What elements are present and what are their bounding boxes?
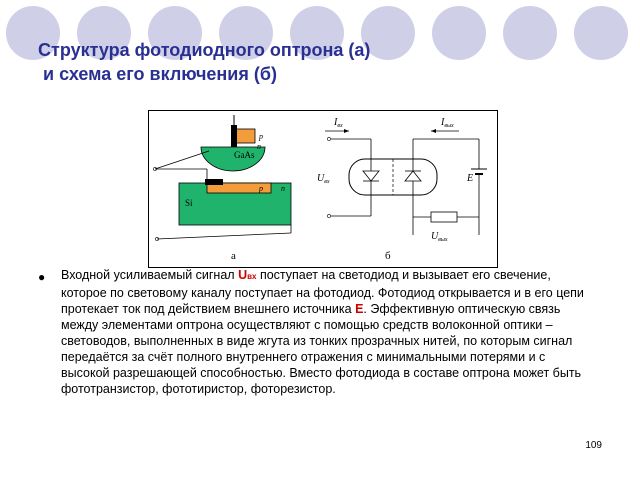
title-line-1: Структура фотодиодного оптрона (а) [38, 40, 371, 60]
body-text-part-2: поступает на светодиод и вызывает его свечение, которое по световому каналу поступает на фотодиод. Фотодиод открывается и в его цепи протекает ток под действием внешнего источника [61, 268, 584, 316]
body-paragraph [61, 267, 591, 397]
photodiode-top-contact [205, 179, 223, 185]
led-n-label: n [257, 142, 261, 151]
bullet-dot: ● [38, 270, 46, 284]
led-p-label: p [259, 132, 263, 141]
gaas-led-body [201, 147, 265, 171]
body-text-part-3: . Эффективную оптическую связь между элементами оптрона осуществляют с помощью средств волоконной оптики – световодов, выполненных в виде жгута из тонких прозрачных нитей, по которым сигнал передаётся за счёт полного внутреннего отражения с минимальными потерями и с высокой разрешающей способностью. Вместо фотодиода в составе оптрона может быть фототранзистор, фототиристор, фоторезистор. [61, 302, 582, 396]
caption-a: а [231, 250, 236, 262]
figure-drawing [149, 111, 497, 267]
load-resistor [431, 212, 457, 222]
led-side-lead [155, 151, 209, 169]
e-source-label: E [467, 173, 474, 184]
page-number: 109 [585, 440, 602, 451]
decor-circle-7 [432, 6, 486, 60]
input-terminal-bottom [327, 214, 330, 217]
caption-b: б [385, 250, 391, 262]
u-in-symbol [238, 268, 256, 282]
u-out-label: $U_{вых}$ [431, 231, 448, 243]
u-in-symbol-main: U [238, 268, 248, 282]
slide-title [38, 38, 370, 86]
u-in-label: $U_{вх}$ [317, 173, 330, 185]
i-in-arrowhead [344, 129, 349, 133]
u-in-symbol-sub: вх [247, 272, 257, 281]
si-label: Si [185, 198, 193, 208]
e-symbol: E [355, 302, 364, 316]
title-line-2: и схема его включения (б) [38, 64, 277, 84]
body-text-part-1: Входной усиливаемый сигнал [61, 268, 239, 282]
led-diode-symbol [363, 171, 379, 181]
i-out-arrowhead [431, 129, 436, 133]
gaas-label: GaAs [234, 150, 255, 160]
photodiode-n-label: n [281, 184, 285, 193]
decor-circle-9 [574, 6, 628, 60]
optocoupler-figure [148, 110, 498, 268]
input-terminal-top [327, 137, 330, 140]
decor-circle-8 [503, 6, 557, 60]
i-out-label: $I_{вых}$ [441, 117, 454, 129]
led-top-contact [231, 125, 237, 147]
i-in-label: $I_{вх}$ [334, 117, 343, 129]
substrate-wire [157, 233, 291, 239]
photodiode-symbol [405, 171, 421, 181]
photodiode-p-label: p [259, 184, 263, 193]
